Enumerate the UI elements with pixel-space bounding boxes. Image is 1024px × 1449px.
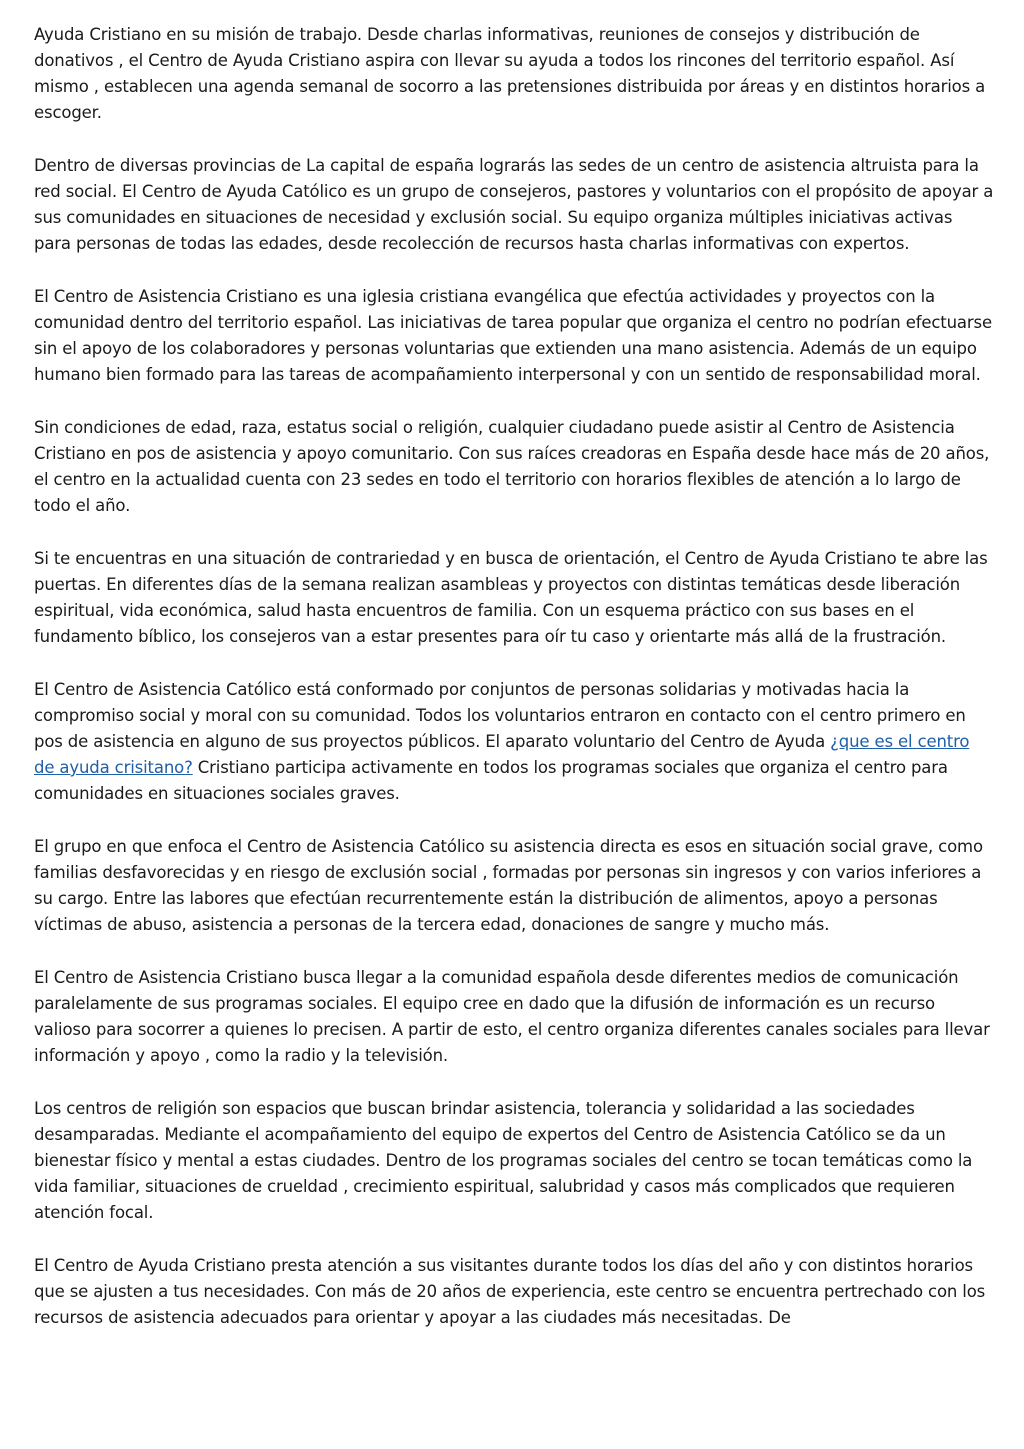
centro-ayuda-link[interactable]: ¿que es el centro de ayuda crisitano? [34,732,970,777]
paragraph-5: Si te encuentras en una situación de contrariedad y en busca de orientación, el Centro de Ayuda Cristiano te abre las puertas. En diferentes días de la semana realizan asambleas y proyectos con distintas temáticas desde liberación espiritual, vida económica, salud hasta encuentros de familia. Con un esquema práctico con sus bases en el fundamento bíblico, los consejeros van a estar presentes para oír tu caso y orientarte más allá de la frustración. [34,549,988,646]
paragraph-2: Dentro de diversas provincias de La capital de españa lograrás las sedes de un centro de asistencia altruista para la red social. El Centro de Ayuda Católico es un grupo de consejeros, pastores y voluntarios con el propósito de apoyar a sus comunidades en situaciones de necesidad y exclusión social. Su equipo organiza múltiples iniciativas activas para personas de todas las edades, desde recolección de recursos hasta charlas informativas con expertos. [34,156,994,253]
document-body [34,22,994,1358]
paragraph-4: Sin condiciones de edad, raza, estatus social o religión, cualquier ciudadano puede asistir al Centro de Asistencia Cristiano en pos de asistencia y apoyo comunitario. Con sus raíces creadoras en España desde hace más de 20 años, el centro en la actualidad cuenta con 23 sedes en todo el territorio con horarios flexibles de atención a lo largo de todo el año. [34,418,990,515]
paragraph-6-text-after: Cristiano participa activamente en todos los programas sociales que organiza el centro para comunidades en situaciones sociales graves. [34,758,948,803]
paragraph-6-text-before: El Centro de Asistencia Católico está conformado por conjuntos de personas solidarias y motivadas hacia la compromiso social y moral con su comunidad. Todos los voluntarios entraron en contacto con el centro primero en pos de asistencia en alguno de sus proyectos públicos. El aparato voluntario del Centro de Ayuda [34,680,966,751]
paragraph-7: El grupo en que enfoca el Centro de Asistencia Católico su asistencia directa es esos en situación social grave, como familias desfavorecidas y en riesgo de exclusión social , formadas por personas sin ingresos y con varios inferiores a su cargo. Entre las labores que efectúan recurrentemente están la distribución de alimentos, apoyo a personas víctimas de abuso, asistencia a personas de la tercera edad, donaciones de sangre y mucho más. [34,837,983,934]
paragraph-3: El Centro de Asistencia Cristiano es una iglesia cristiana evangélica que efectúa actividades y proyectos con la comunidad dentro del territorio español. Las iniciativas de tarea popular que organiza el centro no podrían efectuarse sin el apoyo de los colaboradores y personas voluntarias que extienden una mano asistencia. Además de un equipo humano bien formado para las tareas de acompañamiento interpersonal y con un sentido de responsabilidad moral. [34,287,992,384]
paragraph-6 [34,677,994,807]
paragraph-9: Los centros de religión son espacios que buscan brindar asistencia, tolerancia y solidaridad a las sociedades desamparadas. Mediante el acompañamiento del equipo de expertos del Centro de Asistencia Católico se da un bienestar físico y mental a estas ciudades. Dentro de los programas sociales del centro se tocan temáticas como la vida familiar, situaciones de crueldad , crecimiento espiritual, salubridad y casos más complicados que requieren atención focal. [34,1099,973,1222]
paragraph-1: Ayuda Cristiano en su misión de trabajo. Desde charlas informativas, reuniones de consejos y distribución de donativos , el Centro de Ayuda Cristiano aspira con llevar su ayuda a todos los rincones del territorio español. Así mismo , establecen una agenda semanal de socorro a las pretensiones distribuida por áreas y en distintos horarios a escoger. [34,25,986,122]
paragraph-8: El Centro de Asistencia Cristiano busca llegar a la comunidad española desde diferentes medios de comunicación paralelamente de sus programas sociales. El equipo cree en dado que la difusión de información es un recurso valioso para socorrer a quienes lo precisen. A partir de esto, el centro organiza diferentes canales sociales para llevar información y apoyo , como la radio y la televisión. [34,968,990,1065]
paragraph-10: El Centro de Ayuda Cristiano presta atención a sus visitantes durante todos los días del año y con distintos horarios que se ajusten a tus necesidades. Con más de 20 años de experiencia, este centro se encuentra pertrechado con los recursos de asistencia adecuados para orientar y apoyar a las ciudades más necesitadas. De [34,1256,986,1327]
